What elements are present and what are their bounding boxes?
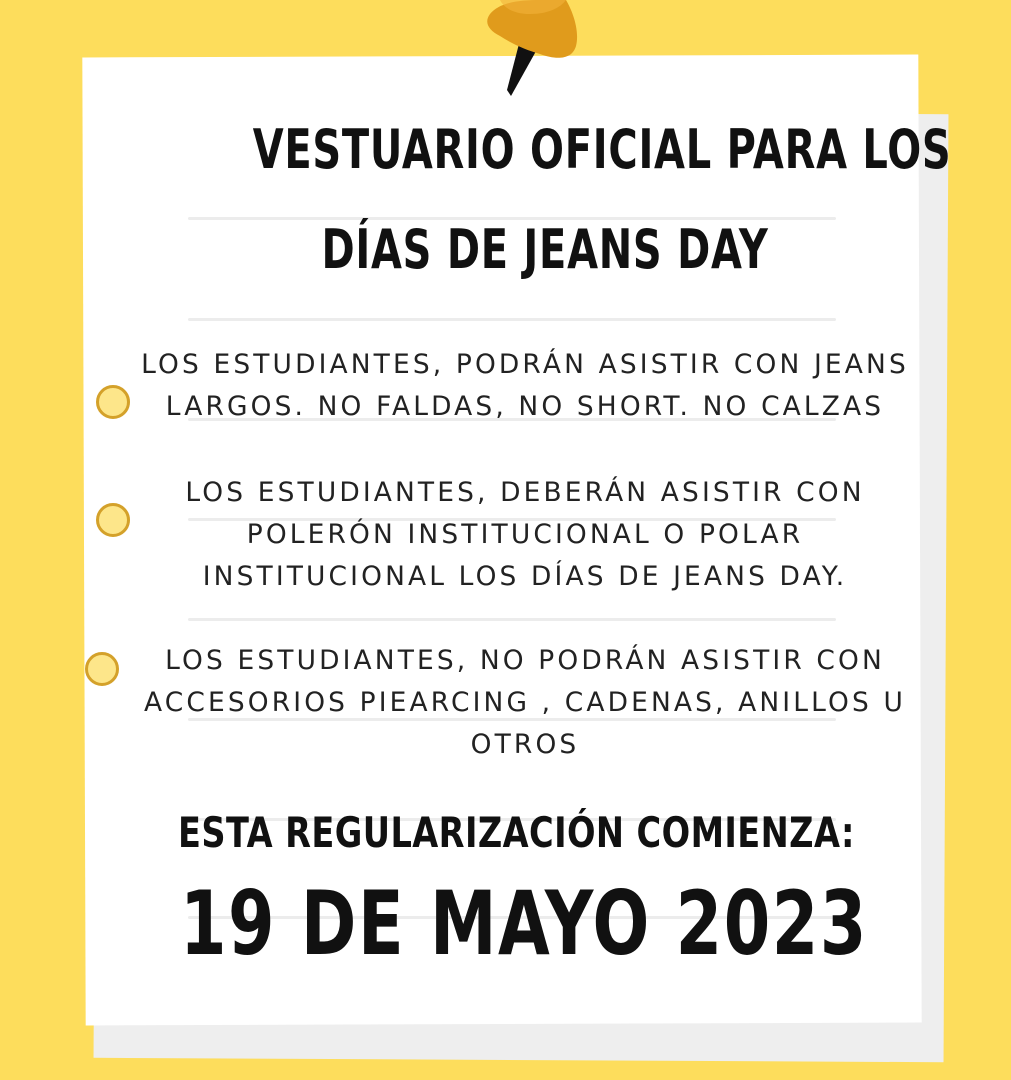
start-date: 19 DE MAYO 2023	[180, 872, 868, 975]
title-line-2: DÍAS DE JEANS DAY	[321, 218, 769, 281]
rule-item-3-line-1: LOS ESTUDIANTES, NO PODRÁN ASISTIR CON	[165, 645, 885, 676]
start-label: ESTA REGULARIZACIÓN COMIENZA:	[178, 808, 855, 857]
rule-item-2-line-3: INSTITUCIONAL LOS DÍAS DE JEANS DAY.	[202, 561, 848, 592]
rule-item-1-line-2: LARGOS. NO FALDAS, NO SHORT. NO CALZAS	[165, 391, 885, 422]
rule-item-2-line-1: LOS ESTUDIANTES, DEBERÁN ASISTIR CON	[185, 477, 865, 508]
paper-rule-line	[188, 318, 836, 321]
rule-item-2-line-2: POLERÓN INSTITUCIONAL O POLAR	[246, 519, 804, 550]
rule-item-3-line-2: ACCESORIOS PIEARCING , CADENAS, ANILLOS U	[143, 687, 907, 718]
paper-rule-line	[188, 618, 836, 621]
rule-item-3-line-3: OTROS	[470, 729, 580, 760]
rule-item-1	[104, 344, 947, 428]
title-line-1: VESTUARIO OFICIAL PARA LOS	[252, 118, 952, 181]
rule-item-1-line-1: LOS ESTUDIANTES, PODRÁN ASISTIR CON JEANS	[141, 349, 909, 380]
push-pin-icon	[0, 0, 1011, 110]
rule-item-2	[104, 472, 947, 598]
rule-item-3	[104, 640, 947, 766]
